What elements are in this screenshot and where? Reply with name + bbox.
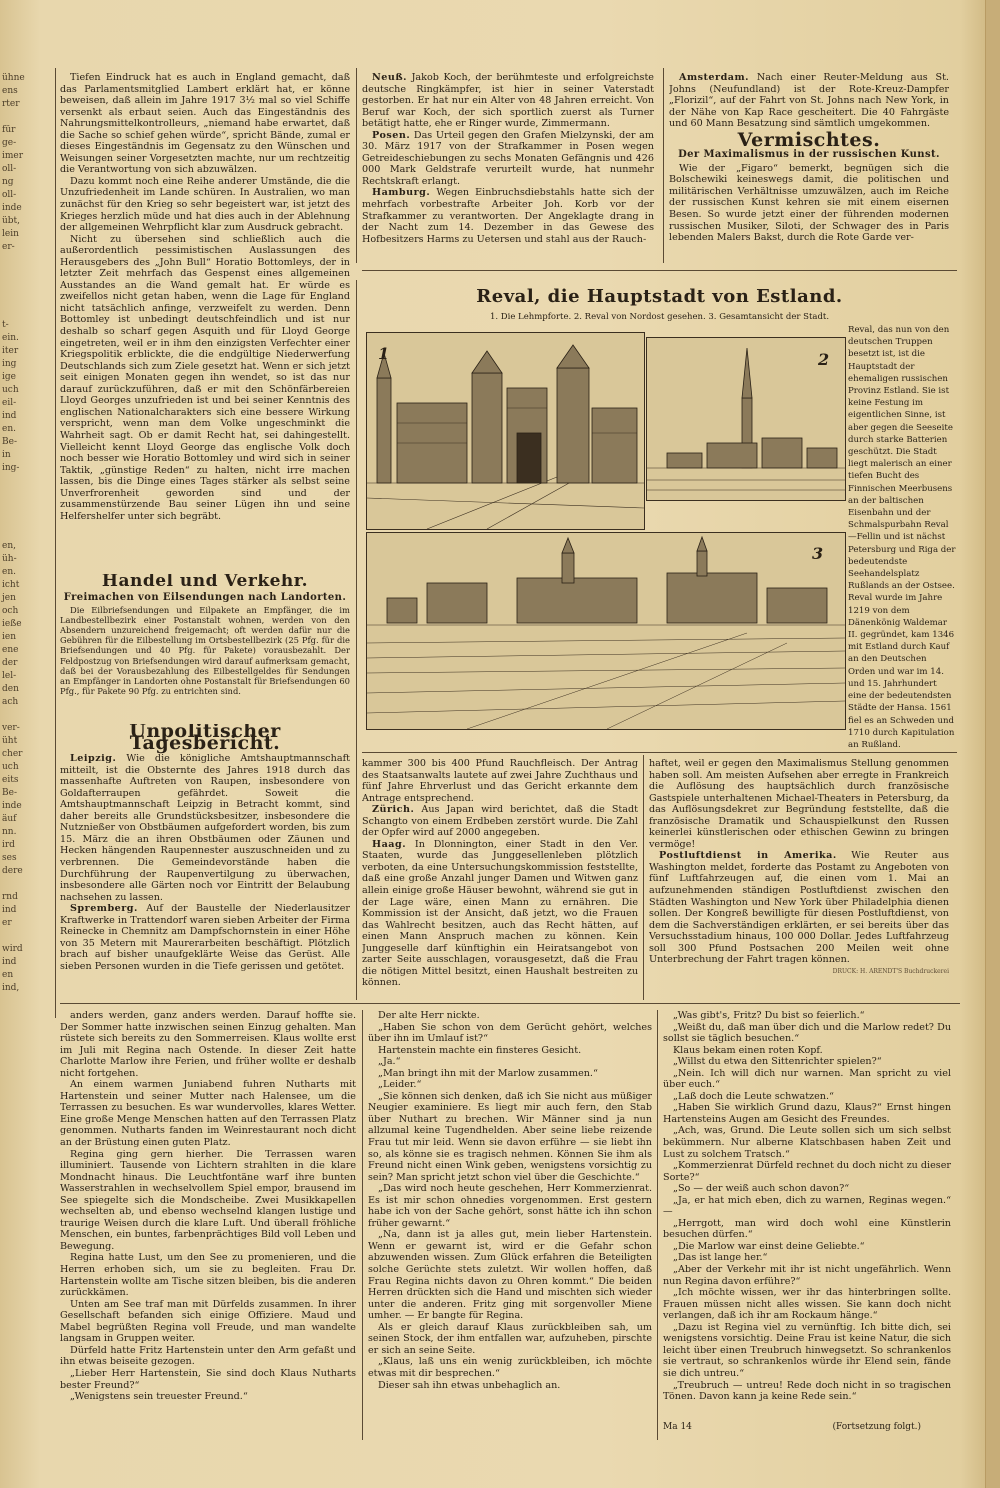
margin-fragment <box>0 111 50 124</box>
margin-fragment <box>0 488 50 501</box>
item-lead: Spremberg. <box>70 903 138 915</box>
margin-fragment: eil- <box>2 398 17 408</box>
novel-paragraph: „Na, dann ist ja alles gut, mein lieber Hartenstein. Wenn er gewarnt ist, wird er die Gefahr schon abzuwenden wissen. Zum Glück erfahren die Beteiligten solche Gerüchte stets zuletzt. Wir wollen hoffen, daß Frau Regina nichts davon zu Ohren kommt.“ Die beiden Herren drückten sich die Hand und mischten sich wieder unter die anderen. Fritz ging mit sorgenvoller Miene umher. — Er bangte für Regina. <box>368 1229 652 1322</box>
novel-paragraph: Der alte Herr nickte. <box>378 1010 480 1021</box>
margin-fragment: ühne <box>2 73 25 83</box>
section-heading: Handel und Verkehr. <box>101 574 309 591</box>
novel-paragraph: anders werden, ganz anders werden. Darauf hoffte sie. Der Sommer hatte inzwischen seinen Einzug gehalten. Man rüstete sich bereits zu den Sommerreisen. Klaus wollte erst im Juli mit Regina nach Ostende. In dieser Zeit hatte Charlotte Marlow ihre Ferien, und früher wollte er deshalb nicht fortgehen. <box>60 1010 356 1079</box>
item-lead: Amsterdam. <box>679 72 750 83</box>
news-item <box>362 130 654 188</box>
paragraph: Die Eilbriefsendungen und Eilpakete an Empfänger, die im Landbestellbezirk einer Postanstalt wohnen, werden von den Absendern unzureichend freigemacht; oft werden dafür nur die Gebühren für die Eilbestellung im Ortsbestellbezirk (25 Pfg. für die Briefsendungen und 40 Pfg. für Pakete) vorausbezahlt. Der Feldpostzug von Briefsendungen wird darauf aufmerksam gemacht, daß bei der Vorausbezahlung des Eilbestellgeldes für Sendungen an Empfänger in Landorten ohne Postanstalt für Briefsendungen 60 Pfg., für Pakete 90 Pfg. zu entrichten sind. <box>60 605 350 696</box>
margin-fragment: üh- <box>2 554 17 564</box>
novel-paragraph: Dürfeld hatte Fritz Hartenstein unter den Arm gefaßt und ihn etwas beiseite gezogen. <box>60 1344 356 1368</box>
novel-paragraph: Hartenstein machte ein finsteres Gesicht. <box>378 1044 582 1056</box>
novel-column-2 <box>368 1010 652 1440</box>
margin-fragment <box>0 254 50 267</box>
reval-description <box>848 324 956 750</box>
margin-fragment: dere <box>2 866 23 876</box>
novel-paragraph: Dieser sah ihn etwas unbehaglich an. <box>378 1379 561 1391</box>
novel-paragraph: „Das ist lange her.“ <box>673 1252 768 1264</box>
column-rule <box>663 68 664 263</box>
news-item <box>362 187 654 245</box>
item-lead: Leipzig. <box>70 753 117 765</box>
column-rule <box>55 68 56 1018</box>
margin-fragment: ing- <box>2 463 20 473</box>
novel-paragraph: „Aber der Verkehr mit ihr ist nicht ungefährlich. Wenn nun Regina davon erführe?“ <box>663 1264 951 1287</box>
margin-fragment: lel- <box>2 671 17 681</box>
margin-fragment <box>0 514 50 527</box>
item-lead: Posen. <box>372 129 411 141</box>
item-text: Aus Japan wird berichtet, daß die Stadt Schangto von einem Erdbeben zerstört wurde. Die Zahl der Opfer wird auf 2000 angegeben. <box>362 804 638 839</box>
city-north-east-drawing <box>647 338 845 500</box>
gate-drawing <box>367 333 644 529</box>
news-column-right <box>649 758 949 1000</box>
margin-fragment: ver- <box>2 723 20 733</box>
margin-fragment <box>0 930 50 943</box>
margin-fragment: ein. <box>2 333 19 343</box>
margin-fragment: cher <box>2 749 23 759</box>
section-rule <box>60 1003 960 1004</box>
page-mark: Ma 14 <box>663 1422 692 1432</box>
item-lead: Neuß. <box>372 72 407 83</box>
margin-fragment: wird <box>2 944 23 954</box>
margin-fragment: ge- <box>2 138 17 148</box>
margin-fragment: inde <box>2 203 22 213</box>
novel-paragraph: „Dazu ist Regina viel zu vernünftig. Ich bitte dich, sei wenigstens vorsichtig. Deine Frau ist keine Natur, die sich leicht über einen Treubruch hinwegsetzt. So schrankenlos sie vertraut, so schrankenlos würde ihr Elend sein, fände sie dich untreu.“ <box>663 1321 951 1379</box>
item-text: Wie die königliche Amtshauptmannschaft mitteilt, ist die Obsternte des Jahres 1918 durch das massenhafte Auftreten von Raupen, insbesondere von Goldafterraupen gefährdet. Soweit die Amtshauptmannschaft Leipzig in Betracht kommt, sind daher bereits alle Grundstücksbesitzer, insbesondere die Nutznießer von Obstbäumen aufgefordert worden, bis zum 15. März die an ihren Obstbäumen oder Zäunen und Hecken hängenden Raupennester auszuschneiden und zu verbrennen. Die Gemeindevorstände haben die Durchführung der Raupenvertilgung zu überwachen, insbesondere alle Gärten noch vor Eintritt der Belaubung nachsehen zu lassen. <box>60 753 350 903</box>
section-subheading: Freimachen von Eilsendungen nach Landorten. <box>63 591 347 603</box>
novel-paragraph: „Willst du etwa den Sittenrichter spielen?“ <box>673 1056 882 1068</box>
novel-paragraph: Klaus bekam einen roten Kopf. <box>673 1044 823 1056</box>
item-lead: Haag. <box>372 838 407 850</box>
paragraph: Wie der „Figaro“ bemerkt, begnügen sich die Bolschewiki keineswegs damit, die politischen und militärischen Verhältnisse umzuwälzen, auch im Reiche der russischen Kunst kehren sie mit einem eisernen Besen. So wurde jetzt einer der führenden modernen russischen Musiker, Siloti, der Schwager des in Paris lebenden Malers Bakst, durch die Rote Garde ver- <box>669 162 949 244</box>
margin-fragment: ieße <box>2 619 22 629</box>
item-text: Wie Reuter aus Washington meldet, forderte das Postamt zu Angeboten von fünf Luftfahrzeugen auf, die einen vom 1. Mai an aufzunehmenden ständigen Postluftdienst zwischen den Städten Washington und New York über Philadelphia dienen sollen. Der Kongreß bewilligte für diesen Postluftdienst, von dem die Sachverständigen erklärten, er sei bereits über das Versuchsstadium hinaus, 100 000 Dollar. Jedes Luftfahrzeug soll 300 Pfund Postsachen 200 Meilen weit ohne Unterbrechung der Fahrt tragen können. <box>649 850 949 966</box>
novel-paragraph: „Lieber Herr Hartenstein, Sie sind doch Klaus Nutharts bester Freund?“ <box>60 1367 356 1391</box>
margin-fragment: ind <box>2 411 17 421</box>
margin-fragment: ird <box>2 840 15 850</box>
novel-paragraph: Als er gleich darauf Klaus zurückbleiben sah, um seinen Stock, der ihm entfallen war, aufzuheben, pirschte er sich an seine Seite. <box>368 1321 652 1356</box>
section-subheading: Der Maximalismus in der russischen Kunst. <box>678 149 940 161</box>
novel-paragraph: „Kommerzienrat Dürfeld rechnet du doch nicht zu dieser Sorte?“ <box>663 1160 951 1183</box>
news-item <box>669 72 949 130</box>
margin-fragment: t- <box>2 320 9 330</box>
novel-paragraph: Regina ging gern hierher. Die Terrassen waren illuminiert. Tausende von Lichtern strahlten in die klare Mondnacht hinaus. Die Leuchtfontäne warf ihre bunten Wasserstrahlen in wechselvollem Spiel empor, brausend im See spiegelte sich die Mondscheibe. Zwei Musikkapellen wechselten ab, und ebenso wechselnd klangen lustige und traurige Weisen durch die klare Luft. Und überall fröhliche Menschen, ein buntes, farbenprächtiges Bild voll Leben und Bewegung. <box>60 1148 356 1252</box>
margin-fragment: Be- <box>2 437 17 447</box>
item-text: Das Urteil gegen den Grafen Mielzynski, der am 30. März 1917 von der Strafkammer in Posen wegen Getreideschiebungen zu sechs Monaten Gefängnis und 426 000 Mark Geldstrafe verurteilt wurde, hat nunmehr Rechtskraft erlangt. <box>362 129 654 187</box>
page-edge <box>985 0 1000 1488</box>
margin-fragment <box>0 527 50 540</box>
margin-fragment: übt, <box>2 216 21 226</box>
margin-fragment: imer <box>2 151 24 161</box>
section-heading: Vermischtes. <box>737 128 881 151</box>
margin-fragment: iter <box>2 346 19 356</box>
item-lead: Hamburg. <box>372 187 431 199</box>
margin-fragment: ach <box>2 697 19 707</box>
margin-fragment: der <box>2 658 18 668</box>
item-text: In Dlonnington, einer Stadt in den Ver. Staaten, wurde das Junggesellenleben plötzlich verboten, da eine Untersuchungskommission feststellte, daß eine große Anzahl junger Damen und Witwen ganz allein einige große Häuser bewohnt, während sie gut in der Lage wäre, einen Mann zu ernähren. Die Kommission ist der Ansicht, daß jetzt, wo die Frauen das Wahlrecht besitzen, auch das Recht hätten, auf einen Mann Anspruch machen zu können. Kein Junggeselle darf künftighin ein Heiratsangebot von zarter Seite ausschlagen, vorausgesetzt, daß die Frau die nötigen Mittel besitzt, einen Haushalt bestreiten zu können. <box>362 838 638 989</box>
news-item <box>60 753 350 903</box>
margin-fragment: er- <box>2 242 15 252</box>
novel-paragraph: „Klaus, laß uns ein wenig zurückbleiben, ich möchte etwas mit dir besprechen.“ <box>368 1356 652 1379</box>
margin-fragment: nn. <box>2 827 17 837</box>
continued-note: (Fortsetzung folgt.) <box>832 1422 921 1432</box>
margin-fragment: ind <box>2 957 17 967</box>
margin-fragment: lein <box>2 229 19 239</box>
novel-paragraph: „Wenigstens sein treuester Freund.“ <box>70 1391 248 1403</box>
margin-fragment <box>0 267 50 280</box>
paragraph: Tiefen Eindruck hat es auch in England gemacht, daß das Parlamentsmitglied Lambert erklärt hat, er könne beweisen, daß allein im Jahre 1917 3½ mal so viel Schiffe versenkt als erbaut seien. Auch das Eingeständnis des Nahrungsmittelkontrolleurs, „niemand habe erwartet, daß die Sache so schief gehen würde“, spricht Bände, zumal er dieses Eingeständnis im Gegensatz zu den Wünschen und Weisungen seiner Vorgesetzten machte, nur um rechtzeitig die Verantwortung von sich abzuwälzen. <box>60 72 350 176</box>
news-column-mid <box>362 758 638 1000</box>
news-column-top-right <box>669 72 949 268</box>
column-rule <box>356 68 357 263</box>
margin-fragment: uch <box>2 762 19 772</box>
novel-paragraph: „Laß doch die Leute schwatzen.“ <box>673 1090 834 1102</box>
margin-fragment <box>0 475 50 488</box>
margin-fragment: rnd <box>2 892 18 902</box>
novel-paragraph: „Haben Sie schon von dem Gerücht gehört, welches über ihn im Umlauf ist?“ <box>368 1021 652 1045</box>
margin-fragment: jen <box>2 593 16 603</box>
novel-paragraph: „So — der weiß auch schon davon?“ <box>673 1183 850 1195</box>
column-rule <box>657 1010 658 1440</box>
news-item <box>649 850 949 965</box>
left-margin-fragments <box>0 0 50 1092</box>
novel-paragraph: „Ja, er hat mich eben, dich zu warnen, Reginas wegen.“ — <box>663 1194 951 1218</box>
novel-paragraph: „Das wird noch heute geschehen, Herr Kommerzienrat. Es ist mir schon ohnedies vorgenommen. Erst gestern habe ich von der Sache gehört, sonst hätte ich ihn schon früher gewarnt.“ <box>368 1183 652 1229</box>
novel-paragraph: „Man bringt ihn mit der Marlow zusammen.“ <box>378 1067 598 1079</box>
margin-fragment: oll- <box>2 190 17 200</box>
margin-fragment: en, <box>2 541 16 551</box>
section-unpolitisch <box>60 724 350 1000</box>
margin-fragment: äuf <box>2 814 17 824</box>
margin-fragment: en. <box>2 424 16 434</box>
illustration-title: Reval, die Hauptstadt von Estland. <box>476 286 843 307</box>
novel-paragraph: An einem warmen Juniabend fuhren Nutharts mit Hartenstein und seiner Mutter nach Halensee, um die Terrassen zu besuchen. Es war wundervolles, klares Wetter. Eine große Menge Menschen hatten auf den Terrassen Platz genommen. Nutharts fanden im Weinrestaurant noch dicht an der Brüstung einen guten Platz. <box>60 1079 356 1149</box>
margin-fragment: eits <box>2 775 19 785</box>
margin-fragment: ind, <box>2 983 20 993</box>
margin-fragment: Be- <box>2 788 17 798</box>
city-panorama-drawing <box>367 533 845 729</box>
margin-fragment: ses <box>2 853 17 863</box>
margin-fragment <box>0 878 50 891</box>
margin-fragment <box>0 306 50 319</box>
margin-fragment: ind <box>2 905 17 915</box>
margin-fragment: en. <box>2 567 16 577</box>
novel-paragraph: „Treubruch — untreu! Rede doch nicht in so tragischen Tönen. Davon kann ja keine Rede sein.“ <box>663 1379 951 1403</box>
margin-fragment <box>0 293 50 306</box>
margin-fragment: in <box>2 450 11 460</box>
margin-fragment: ien <box>2 632 17 642</box>
paragraph: Nicht zu übersehen sind schließlich auch die außerordentlich pessimistischen Auslassungen des Herausgebers des „John Bull“ Horatio Bottomleys, der in letzter Zeit mehrfach das Gespenst eines allgemeinen Ausstandes an die Wand gemalt hat. Er würde es zweifellos nicht getan haben, wenn die Lage für England nicht tatsächlich anfinge, verzweifelt zu werden. Denn Bottomley ist unbedingt deutschfeindlich und ist nur deshalb so scharf gegen Asquith und für Lloyd George eingetreten, weil er in ihm den einzigsten Verfechter einer Kriegspolitik erblickte, die die endgültige Niederwerfung Deutschlands sich zum Ziele gesetzt hat. Wenn er sich jetzt seit einigen Monaten gegen ihn wendet, so ist das nur darauf zurückzuführen, daß er mit den Schönfärbereien Lloyd Georges unzufrieden ist und bei seiner Kenntnis des englischen Nationalcharakters sich eine bessere Wirkung verspricht, wenn man dem Volke ungeschminkt die Wahrheit sagt. Ob er damit Recht hat, sei dahingestellt. Vielleicht kennt Lloyd George das englische Volk doch noch besser wie Horatio Bottomley und wird sich in seiner Taktik, „günstige Reden“ zu halten, nicht irre machen lassen, bis die Dinge eines Tages stärker als selbst seine Unverfrorenheit geworden sind und der zusammenstürzende Bau seiner Lügen ihn und seine Helfershelfer unter sich begräbt. <box>60 233 350 522</box>
novel-footer <box>663 1422 951 1432</box>
section-rule <box>362 752 957 753</box>
column-rule <box>362 1010 363 1440</box>
paragraph: haftet, weil er gegen den Maximalismus Stellung genommen haben soll. Am meisten Aufsehen aber erregte in Frankreich die Auflösung des hauptsächlich durch französische Gastspiele unterhaltenen Michael-Theaters in Petersburg, da das Auflösungsdekret zur Begründung feststellte, daß die französische Dramatik und Schauspielkunst den Russen keinerlei künstlerischen oder ethischen Gewinn zu bringen vermöge! <box>649 758 949 850</box>
section-handel <box>60 574 350 724</box>
item-lead: Postluftdienst in Amerika. <box>659 850 837 862</box>
margin-fragment: ing <box>2 359 17 369</box>
figure-label: 1 <box>378 344 390 363</box>
novel-paragraph: „Was gibt's, Fritz? Du bist so feierlich.“ <box>673 1010 865 1021</box>
novel-paragraph: „Haben Sie wirklich Grund dazu, Klaus?“ Ernst hingen Hartensteins Augen am Gesicht des Freundes. <box>663 1102 951 1125</box>
printer-imprint: DRUCK: H. ARENDT'S Buchdruckerei <box>832 967 949 975</box>
margin-fragment: er <box>2 918 12 928</box>
margin-fragment <box>0 709 50 722</box>
illustration-nordost <box>646 337 846 501</box>
novel-column-3 <box>663 1010 951 1420</box>
novel-paragraph: „Nein. Ich will dich nur warnen. Man spricht zu viel über euch.“ <box>663 1067 951 1091</box>
margin-fragment <box>0 280 50 293</box>
figure-label: 3 <box>812 544 824 563</box>
paragraph: Dazu kommt noch eine Reihe anderer Umstände, die die Unzufriedenheit im Lande schüren. In Australien, wo man zunächst für den Krieg so sehr begeistert war, ist jetzt des Krieges herzlich müde und hat dies auch in der Ablehnung der allgemeinen Wehrpflicht klar zum Ausdruck gebracht. <box>60 175 350 234</box>
novel-paragraph: „Ja.“ <box>378 1056 401 1068</box>
item-text: Auf der Baustelle der Niederlausitzer Kraftwerke in Trattendorf waren sieben Arbeiter der Firma Reinecke in Chemnitz am Dampfschornstein in einer Höhe von 35 Metern mit Maurerarbeiten beschäftigt. Plötzlich brach auf bisher unaufgeklärte Weise das Gerüst. Alle sieben Personen wurden in die Tiefe gerissen und getötet. <box>60 903 350 972</box>
margin-fragment: inde <box>2 801 22 811</box>
illustration-lehmpforte <box>366 332 645 530</box>
novel-paragraph: „Weißt du, daß man über dich und die Marlow redet? Du sollst sie täglich besuchen.“ <box>663 1021 951 1045</box>
novel-paragraph: „Sie können sich denken, daß ich Sie nicht aus müßiger Neugier examiniere. Es liegt mir auch fern, den Stab über Nuthart zu brechen. Wir Männer sind ja nun allzumal keine Tugendhelden. Aber seine liebe reizende Frau tut mir leid. Wenn sie davon erführe — sie liebt ihn so, als könne sie es tragisch nehmen. Können Sie ihm als Freund nicht einen Wink geben, wenigstens vorsichtig zu sein? Man spricht jetzt schon viel über die Geschichte.“ <box>368 1090 652 1183</box>
news-item <box>362 72 654 130</box>
section-rule <box>362 270 957 271</box>
item-text: Jakob Koch, der berühmteste und erfolgreichste deutsche Ringkämpfer, ist hier in seiner Vaterstadt gestorben. Er hat nur ein Alter von 48 Jahren erreicht. Von Beruf war Koch, der sich sportlich zuerst als Turner betätigt hatte, ehe er Ringer wurde, Zimmermann. <box>362 72 654 130</box>
item-text: Wegen Einbruchsdiebstahls hatte sich der mehrfach vorbestrafte Arbeiter Joh. Korb vor der Strafkammer zu verantworten. Der Angeklagte drang in der Nacht zum 14. Dezember in das Gewese des Hofbesitzers Harms zu Uetersen und stahl aus der Rauch- <box>362 187 654 245</box>
margin-fragment: och <box>2 606 19 616</box>
item-lead: Zürich. <box>372 804 415 816</box>
novel-column-1 <box>60 1010 356 1440</box>
news-item <box>60 903 350 972</box>
novel-paragraph: Regina hatte Lust, um den See zu promenieren, und die Herren erhoben sich, um sie zu begleiten. Frau Dr. Hartenstein wollte am Tische sitzen bleiben, bis die anderen zurückkämen. <box>60 1252 356 1299</box>
news-item <box>362 839 638 989</box>
novel-paragraph: „Leider.“ <box>378 1079 422 1091</box>
section-heading: Unpolitischer Tagesbericht. <box>129 724 281 754</box>
news-item <box>362 804 638 839</box>
margin-fragment: oll- <box>2 164 17 174</box>
margin-fragment: uch <box>2 385 19 395</box>
item-text: Nach einer Reuter-Meldung aus St. Johns (Neufundland) ist der Rote-Kreuz-Dampfer „Florizil“, auf der Fahrt von St. Johns nach New York, in der Nähe von Kap Race gescheitert. Die 40 Fahrgäste und 60 Mann Besatzung sind sämtlich umgekommen. <box>669 72 949 130</box>
margin-fragment: rter <box>2 99 20 109</box>
margin-fragment: icht <box>2 580 20 590</box>
margin-fragment <box>0 501 50 514</box>
margin-fragment: ens <box>2 86 18 96</box>
column-rule <box>356 280 357 1000</box>
novel-paragraph: „Die Marlow war einst deine Geliebte.“ <box>673 1240 865 1252</box>
news-column-top <box>362 72 654 268</box>
margin-fragment: für <box>2 125 16 135</box>
margin-fragment: ene <box>2 645 19 655</box>
illustration-gesamtansicht <box>366 532 846 730</box>
novel-paragraph: „Ich möchte wissen, wer ihr das hinterbringen sollte. Frauen müssen nicht alles wissen. Sie kann doch nicht verlangen, daß ich ihr am Rockaum hänge.“ <box>663 1287 951 1322</box>
paragraph: Reval, das nun von den deutschen Truppen besetzt ist, ist die Hauptstadt der ehemaligen russischen Provinz Estland. Sie ist keine Festung im eigentlichen Sinne, ist aber gegen die Seeseite durch starke Batterien geschützt. Die Stadt liegt malerisch an einer tiefen Bucht des Finnischen Meerbusens an der baltischen Eisenbahn und der Schmalspurbahn Reval—Fellin und ist nächst Petersburg und Riga der bedeutendste Seehandelsplatz Rußlands an der Ostsee. Reval wurde im Jahre 1219 von dem Dänenkönig Waldemar II. gegründet, kam 1346 mit Estland durch Kauf an den Deutschen Orden und war im 14. und 15. Jahrhundert eine der bedeutendsten Städte der Hansa. 1561 fiel es an Schweden und 1710 durch Kapitulation an Rußland. <box>848 325 956 750</box>
margin-fragment: ng <box>2 177 14 187</box>
novel-paragraph: „Herrgott, man wird doch wohl eine Künstlerin besuchen dürfen.“ <box>663 1217 951 1241</box>
article-england <box>60 72 350 572</box>
illustration-caption: 1. Die Lehmpforte. 2. Reval von Nordost gesehen. 3. Gesamtansicht der Stadt. <box>489 312 830 322</box>
margin-fragment: den <box>2 684 19 694</box>
margin-fragment: ige <box>2 372 16 382</box>
novel-paragraph: „Ach, was, Grund. Die Leute sollen sich um sich selbst bekümmern. Nur alberne Klatschbasen haben Zeit und Lust zu solchem Tratsch.“ <box>663 1125 951 1160</box>
paragraph: kammer 300 bis 400 Pfund Rauchfleisch. Der Antrag des Staatsanwalts lautete auf zwei Jahre Zuchthaus und fünf Jahre Ehrverlust und das Gericht erkannte dem Antrage entsprechend. <box>362 758 638 804</box>
margin-fragment: üht <box>2 736 18 746</box>
figure-label: 2 <box>818 350 830 369</box>
column-rule <box>643 755 644 1000</box>
margin-fragment: en <box>2 970 14 980</box>
novel-paragraph: Unten am See traf man mit Dürfelds zusammen. In ihrer Gesellschaft befanden sich einige Offiziere. Maud und Mabel begrüßten Regina voll Freude, und man wandelte langsam in Gruppen weiter. <box>60 1298 356 1345</box>
